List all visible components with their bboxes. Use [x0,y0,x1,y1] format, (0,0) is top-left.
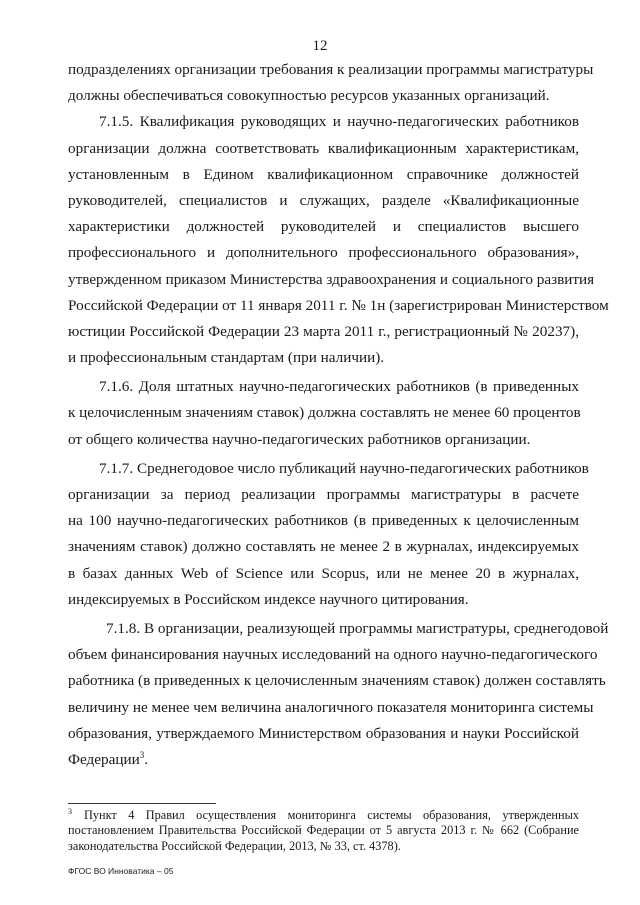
footnote-text: Пункт 4 Правил осуществления мониторинга системы образования, утвержденных [84,808,579,822]
page-number: 12 [312,38,328,54]
text-line: организации за период реализации программы магистратуры в расчете [68,486,579,503]
text-line: величину не менее чем величина аналогичного показателя мониторинга системы [68,698,594,716]
text-line: должны обеспечиваться совокупностью ресурсов указанных организаций. [68,87,550,105]
text-line: в базах данных Web of Science или Scopus, или не менее 20 в журналах, [68,564,579,582]
footnote-line: постановлением Правительства Российской Федерации от 5 августа 2013 г. № 662 (Собрание [68,823,579,838]
text-line: Российской Федерации от 11 января 2011 г. № 1н (зарегистрирован Министерством [68,296,609,314]
text-line: работника (в приведенных к целочисленным значениям ставок) должен составлять [68,672,606,690]
text-line: образования, утверждаемого Министерством образования и науки Российской [68,724,579,742]
text-line: организации должна соответствовать квалификационным характеристикам, [68,139,579,157]
body-text [68,57,609,773]
document-footer-label: ФГОС ВО Инноватика – 05 [68,866,174,876]
text-line: руководителей, специалистов и служащих, разделе «Квалификационные [68,191,579,209]
footnote-mark: 3 [68,806,72,816]
text-line: индексируемых в Российском индексе научного цитирования. [68,590,469,608]
text-line: профессионального и дополнительного профессионального образования», [68,244,579,262]
text-line: значениям ставок) должно составлять не менее 2 в журналах, индексируемых [68,538,579,556]
text-line: установленным в Едином квалификационном справочнике должностей [68,165,579,183]
text-line: на 100 научно-педагогических работников (в приведенных к целочисленным [68,512,579,530]
text-line: объем финансирования научных исследований на одного научно-педагогического [68,646,598,664]
footnote-line [68,808,579,823]
paragraph-7-1-7-start: 7.1.7. Среднегодовое число публикаций научно-педагогических работников [99,459,589,477]
text-line: подразделениях организации требования к реализации программы магистратуры [68,61,594,78]
paragraph-7-1-5-start: 7.1.5. Квалификация руководящих и научно-педагогических работников [99,113,579,131]
footnote-reference[interactable]: 3 [139,749,145,760]
paragraph-7-1-8-start: 7.1.8. В организации, реализующей программы магистратуры, среднегодовой [106,619,609,637]
paragraph-7-1-6-start: 7.1.6. Доля штатных научно-педагогических работников (в приведенных [99,378,579,396]
footnote-line: законодательства Российской Федерации, 2013, № 33, ст. 4378). [68,838,401,853]
footnote-separator [68,803,216,804]
text-line: юстиции Российской Федерации 23 марта 2011 г., регистрационный № 20237), [68,322,579,340]
text-line: к целочисленным значениям ставок) должна составлять не менее 60 процентов [68,404,581,422]
text-line: и профессиональным стандартам (при наличии). [68,349,385,367]
text-fragment: Федерации [68,750,140,768]
text-line: Федерации$^3$. [68,749,149,768]
text-line: от общего количества научно-педагогических работников организации. [68,430,531,448]
text-line: утвержденном приказом Министерства здравоохранения и социального развития [68,270,595,288]
footnote [68,808,579,854]
text-line: характеристики должностей руководителей и специалистов высшего [68,218,579,236]
